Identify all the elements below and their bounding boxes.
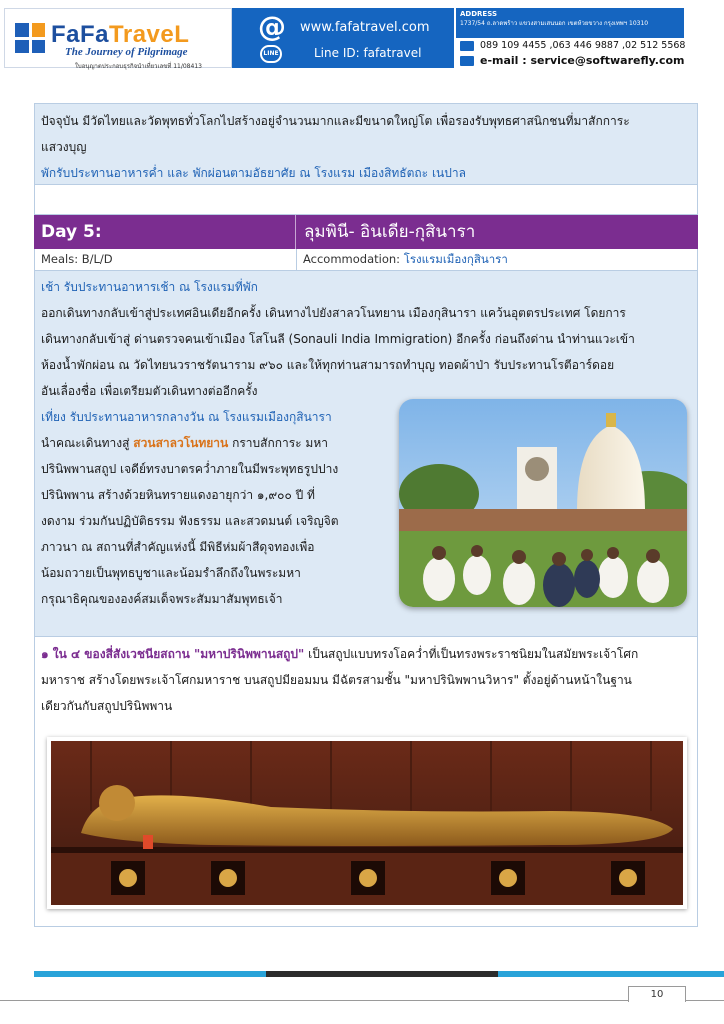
intro-section [34,103,698,185]
stupa-line-4: งดงาม ร่วมกันปฏิบัติธรรม ฟังธรรม และสวดมนต์ เจริญจิต [41,514,339,528]
day-header-bar [34,215,698,249]
sacred-site-highlight: ๑ ใน ๔ ของสี่สังเวชนียสถาน "มหาปรินิพพานสถูป" [41,647,305,661]
address-text: 1737/54 ถ.ลาดพร้าว แขวงสามเสนนอก เขตห้วยขวาง กรุงเทพฯ 10310 [460,20,649,27]
stupa-line-5: ภาวนา ณ สถานที่สำคัญแห่งนี้ มีพิธีห่มผ้าสีดุจทองเพื่อ [41,540,315,554]
day-title: ลุมพินี- อินเดีย-กุสินารา [304,222,476,242]
contact-panel [232,8,454,68]
itinerary-line-2: เดินทางกลับเข้าสู่ ด่านตรวจคนเข้าเมือง โสโนลี (Sonauli India Immigration) อีกครั้ง ก่อนถึงด่าน นำท่านแวะเข้า [41,332,635,346]
footer-color-bar [34,971,724,977]
spacer-row [34,185,698,215]
stupa-line-2: ปรินิพพานสถูป เจดีย์ทรงบาตรคว่ำภายในมีพระพุทธรูปปาง [41,462,339,476]
meals-info: Meals: B/L/D [35,249,297,270]
stupa-line-1: นำคณะเดินทางสู่ สวนสาลวโนทยาน กราบสักการะ มหา [41,436,328,450]
stupa-line-7: กรุณาธิคุณขององค์สมเด็จพระสัมมาสัมพุทธเจ้า [41,592,283,606]
stupa-line-6: น้อมถวายเป็นพุทธบูชาและน้อมรำลึกถึงในพระมหา [41,566,301,580]
day-label: Day 5: [34,215,296,249]
noon-meal: เที่ยง รับประทานอาหารกลางวัน ณ โรงแรมเมืองกุสินารา [41,410,332,424]
logo-mark-icon [15,23,45,53]
logo-tagline: The Journey of Pilgrimage [65,46,188,58]
note-line-1: ๑ ใน ๔ ของสี่สังเวชนียสถาน "มหาปรินิพพานสถูป" เป็นสถูปแบบทรงโอคว่ำที่เป็นทรงพระราชนิยมในสมัยพระเจ้าโศก [41,647,639,661]
address-label: ADDRESS [460,10,497,18]
phone-icon [460,41,474,51]
phone-numbers: 089 109 4455 ,063 446 9887 ,02 512 5568 [460,40,685,51]
itinerary-line-3: ห้องน้ำพักผ่อน ณ วัดไทยนวราชรัตนาราม ๙๖๐ และให้ทุกท่านสามารถทำบุญ ทอดผ้าป่า รับประทานโรตีอาร์ดอย [41,358,615,372]
address-panel [456,8,684,38]
company-logo [4,8,232,68]
reclining-buddha-section [34,731,698,927]
reclining-buddha-photo [47,737,687,909]
dinner-note: พักรับประทานอาหารค่ำ และ พักผ่อนตามอัธยาศัย ณ โรงแรม เมืองสิทธัตถะ เนปาล [41,166,466,180]
itinerary-content [34,103,698,927]
email-address[interactable]: e-mail : service@softwarefly.com [460,54,685,67]
page-number: 10 [628,986,686,1002]
page-header [0,0,724,68]
itinerary-line-1: ออกเดินทางกลับเข้าสู่ประเทศอินเดียอีกครั้ง เดินทางไปยังสาลวโนทยาน เมืองกุสินารา แคว้นอุตตรประเทศ โดยการ [41,306,626,320]
park-name-highlight: สวนสาลวโนทยาน [133,436,229,450]
footer-rule [0,1000,724,1001]
accommodation-info [297,249,508,270]
accommodation-value: โรงแรมเมืองกุสินารา [403,252,508,266]
itinerary-line-4: อันเลื่องชื่อ เพื่อเตรียมตัวเดินทางต่ออีกครั้ง [41,384,258,398]
license-number: ใบอนุญาตประกอบธุรกิจนำเที่ยวเลขที่ 11/08413 [75,63,202,70]
day-meta-row [34,249,698,271]
note-line-2: มหาราช สร้างโดยพระเจ้าโศกมหาราช บนสถูปมียอมมน มีฉัตรสามชั้น "มหาปรินิพพานวิหาร" ตั้งอยู่ด้านหน้าในฐาน [41,673,632,687]
at-sign-icon: @ [258,10,286,43]
morning-meal: เช้า รับประทานอาหารเช้า ณ โรงแรมที่พัก [41,280,258,294]
line-app-icon: LINE [260,45,282,63]
logo-brand-name: FaFaTraveL [51,21,190,48]
note-line-3: เดียวกันกับสถูปปรินิพพาน [41,699,173,713]
stupa-line-3: ปรินิพพาน สร้างด้วยหินทรายแดงอายุกว่า ๑,๙๐๐ ปี ที่ [41,488,315,502]
mail-icon [460,56,474,66]
line-id: Line ID: fafatravel [314,46,422,60]
site-description [34,637,698,731]
accommodation-label: Accommodation: [303,252,401,266]
website-link[interactable]: www.fafatravel.com [300,20,430,35]
itinerary-section [34,271,698,637]
intro-line-2: แสวงบุญ [41,140,87,154]
stupa-photo [399,399,687,607]
intro-line-1: ปัจจุบัน มีวัดไทยและวัดพุทธทั่วโลกไปสร้างอยู่จำนวนมากและมีขนาดใหญ่โต เพื่อรองรับพุทธศาสนิกชนที่มาสักการะ [41,114,630,128]
